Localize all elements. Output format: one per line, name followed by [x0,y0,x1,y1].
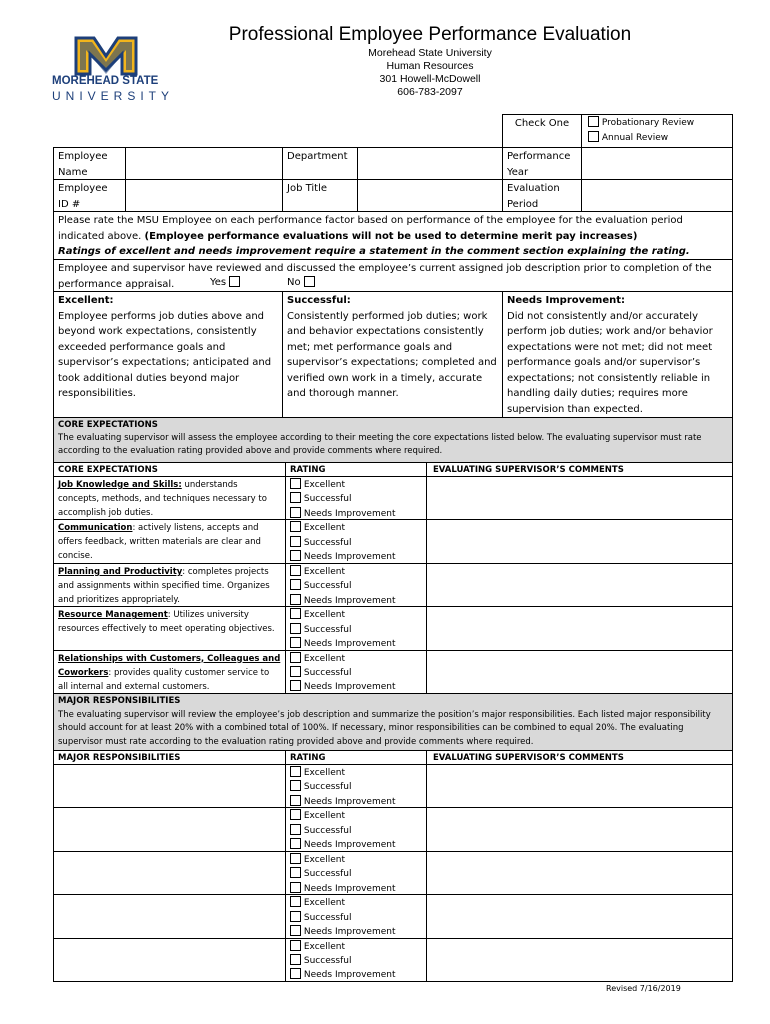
core-rating-option[interactable] [290,550,396,564]
review-yes-option[interactable] [210,276,240,290]
rating-checkbox[interactable] [290,536,301,547]
no-checkbox[interactable] [304,276,315,287]
rating-checkbox[interactable] [290,579,301,590]
excellent-definition [53,291,283,418]
core-section-title: CORE EXPECTATIONS [58,420,158,430]
core-rating-cell [285,519,427,563]
rating-label: Excellent [303,768,345,778]
core-rating-option[interactable] [290,680,396,694]
major-rating-option[interactable] [290,954,351,968]
core-expectation-item [53,650,286,694]
rating-checkbox[interactable] [290,968,301,979]
rating-checkbox[interactable] [290,652,301,663]
rating-checkbox[interactable] [290,666,301,677]
check-one-label: Check One [502,114,582,148]
rating-checkbox[interactable] [290,867,301,878]
major-rating-header: RATING [285,750,427,765]
major-comment-field[interactable] [426,851,733,895]
major-rating-option[interactable] [290,896,345,910]
yes-checkbox[interactable] [229,276,240,287]
core-item-title: Resource Management [58,610,168,621]
instructions-text: Please rate the MSU Employee on each performance factor based on performance of the employee for the evaluation period indicated above. [58,215,683,242]
instructions-block [53,211,733,260]
rating-checkbox[interactable] [290,623,301,634]
major-responsibility-field[interactable] [53,851,286,895]
core-rating-option[interactable] [290,594,396,608]
probationary-review-label: Probationary Review [601,118,695,128]
rating-checkbox[interactable] [290,766,301,777]
major-comment-field[interactable] [426,938,733,982]
core-item-title: Communication [58,523,133,534]
job-title-label: Job Title [282,179,358,212]
rating-checkbox[interactable] [290,521,301,532]
core-rating-option[interactable] [290,507,396,521]
employee-name-field[interactable] [125,147,283,180]
core-item-title: Job Knowledge and Skills: [58,480,182,490]
rating-checkbox[interactable] [290,954,301,965]
core-col-header: CORE EXPECTATIONS [53,462,286,477]
rating-label: Needs Improvement [303,595,396,606]
review-no-option[interactable] [287,276,315,290]
major-rating-option[interactable] [290,780,351,794]
annual-review-checkbox[interactable] [588,131,599,142]
rating-checkbox[interactable] [290,637,301,648]
core-expectation-item [53,476,286,520]
rating-checkbox[interactable] [290,809,301,820]
no-label: No [287,277,301,288]
core-rating-option[interactable] [290,579,351,593]
major-rating-cell [285,851,427,895]
core-rating-header: RATING [285,462,427,477]
rating-label: Excellent [303,941,345,952]
core-rating-option[interactable] [290,521,345,535]
core-rating-cell [285,606,427,650]
core-rating-option[interactable] [290,666,351,680]
major-rating-option[interactable] [290,882,396,896]
rating-label: Successful [303,869,352,880]
rating-label: Excellent [303,653,345,664]
rating-checkbox[interactable] [290,795,301,806]
yes-label: Yes [210,277,227,288]
core-expectation-item [53,563,286,607]
rating-checkbox[interactable] [290,824,301,835]
address-line: Morehead State University [368,47,492,59]
core-comment-field[interactable] [426,563,733,607]
major-section-title: MAJOR RESPONSIBILITIES [58,696,181,706]
review-type-options [581,114,733,148]
address-block [300,47,560,99]
core-section-text: The evaluating supervisor will assess the employee according to their meeting the core expectations listed below. The evaluating supervisor must rate according to the evaluation rating provided above and provide comments where required. [58,433,702,456]
logo-text-university: UNIVERSITY [52,89,175,103]
core-rating-option[interactable] [290,565,345,579]
rating-checkbox[interactable] [290,925,301,936]
core-rating-option[interactable] [290,492,351,506]
rating-label: Excellent [303,898,345,909]
address-line: Human Resources [386,60,474,72]
annual-review-label: Annual Review [601,133,669,143]
rating-label: Excellent [303,523,345,534]
rating-label: Needs Improvement [303,508,396,519]
rating-label: Excellent [303,854,345,865]
rating-checkbox[interactable] [290,838,301,849]
needs-improvement-title: Needs Improvement: [507,295,626,306]
core-rating-option[interactable] [290,637,396,651]
major-comment-field[interactable] [426,894,733,938]
rating-label: Successful [303,912,352,923]
probationary-review-checkbox[interactable] [588,116,599,127]
department-field[interactable] [357,147,503,180]
rating-checkbox[interactable] [290,492,301,503]
logo-text-morehead: MOREHEAD STATE [52,75,159,87]
major-rating-option[interactable] [290,795,396,809]
excellent-title: Excellent: [58,295,114,306]
major-rating-option[interactable] [290,809,345,823]
rating-label: Needs Improvement [303,682,396,693]
core-comment-field[interactable] [426,476,733,520]
instructions-bold: (Employee performance evaluations will not be used to determine merit pay increases) [144,230,638,242]
rating-checkbox[interactable] [290,940,301,951]
rating-checkbox[interactable] [290,594,301,605]
core-item-text: : Utilizes university resources effectively to meet operating objectives. [58,610,275,635]
evaluation-period-label: Evaluation Period [502,179,582,212]
evaluation-period-field[interactable] [581,179,733,212]
rating-label: Successful [303,624,352,635]
core-item-title: Planning and Productivity [58,566,183,577]
rating-label: Excellent [303,480,345,490]
major-rating-option[interactable] [290,824,351,838]
rating-label: Successful [303,667,352,678]
core-item-text: : actively listens, accepts and offers feedback, written materials are clear and concise. [58,523,261,562]
core-item-text: : completes projects and assignments within specified time. Organizes and prioritizes appropriately. [58,566,270,605]
job-title-field[interactable] [357,179,503,212]
logo-m-icon [50,36,162,76]
core-rating-cell [285,563,427,607]
rating-label: Successful [303,825,352,836]
job-description-review [53,259,733,292]
rating-checkbox[interactable] [290,853,301,864]
rating-label: Needs Improvement [303,840,396,851]
major-responsibilities-section [53,693,733,751]
major-comment-field[interactable] [426,764,733,808]
rating-label: Successful [303,955,352,966]
page-title: Professional Employee Performance Evaluation [228,24,632,45]
core-expectation-item [53,606,286,650]
employee-id-field[interactable] [125,179,283,212]
core-rating-cell [285,650,427,694]
rating-checkbox[interactable] [290,608,301,619]
major-section-text: The evaluating supervisor will review the employee’s job description and summarize the position’s major responsibilities. Each listed major responsibility should account for at least 20% with a combined total of 100%. If necessary, minor responsibilities can be combined to equal 20%. The evaluating supervisor must rate according to the evaluation rating provided above and provide comments where required. [58,709,711,747]
major-responsibility-field[interactable] [53,807,286,851]
rating-label: Needs Improvement [303,638,396,649]
rating-checkbox[interactable] [290,550,301,561]
excellent-text: Employee performs job duties above and beyond work expectations, consistently exceeded performance goals and supervisor’s expectations; anticipated and took additional duties beyond major responsibilities. [58,310,272,399]
rating-label: Needs Improvement [303,552,396,563]
core-item-title: Relationships with Customers, Colleagues and Coworkers [58,653,281,678]
annual-review-option[interactable] [588,131,668,145]
major-rating-option[interactable] [290,838,396,852]
rating-label: Successful [303,537,352,548]
core-comment-field[interactable] [426,606,733,650]
rating-checkbox[interactable] [290,478,301,489]
core-comments-header: EVALUATING SUPERVISOR’S COMMENTS [426,462,733,477]
major-comments-header: EVALUATING SUPERVISOR’S COMMENTS [426,750,733,765]
rating-checkbox[interactable] [290,507,301,518]
core-rating-cell [285,476,427,520]
rating-checkbox[interactable] [290,780,301,791]
rating-checkbox[interactable] [290,565,301,576]
rating-label: Needs Improvement [303,926,396,937]
performance-year-label: Performance Year [502,147,582,180]
rating-label: Excellent [303,610,345,621]
major-responsibility-field[interactable] [53,938,286,982]
department-label: Department [282,147,358,180]
core-item-text: understands concepts, methods, and techniques necessary to accomplish job duties. [58,480,267,518]
employee-name-label: Employee Name [53,147,126,180]
core-rating-option[interactable] [290,623,351,637]
rating-checkbox[interactable] [290,911,301,922]
major-responsibility-field[interactable] [53,894,286,938]
major-responsibility-field[interactable] [53,764,286,808]
major-rating-cell [285,807,427,851]
probationary-review-option[interactable] [588,116,694,130]
core-rating-option[interactable] [290,478,345,492]
major-rating-cell [285,894,427,938]
major-rating-cell [285,764,427,808]
performance-year-field[interactable] [581,147,733,180]
needs-improvement-text: Did not consistently and/or accurately perform job duties; work and/or behavior expectations were not met; did not meet performance goals and/or supervisor’s expectations; not consistently reliable in handling daily duties; requires more supervision than expected. [507,310,713,415]
core-comment-field[interactable] [426,519,733,563]
core-rating-option[interactable] [290,652,345,666]
major-comment-field[interactable] [426,807,733,851]
rating-label: Needs Improvement [303,970,396,981]
rating-checkbox[interactable] [290,680,301,691]
core-expectation-item [53,519,286,563]
successful-text: Consistently performed job duties; work and behavior expectations consistently met; met performance goals and supervisor’s expectations; completed and verified own work in a timely, accurate and thorough manner. [287,310,497,399]
needs-improvement-definition [502,291,733,418]
successful-definition [282,291,503,418]
major-rating-option[interactable] [290,968,396,982]
core-rating-option[interactable] [290,536,351,550]
major-rating-cell [285,938,427,982]
core-expectations-section [53,417,733,463]
core-item-text: : provides quality customer service to all internal and external customers. [58,667,270,692]
revised-date: Revised 7/16/2019 [606,984,681,993]
address-line: 301 Howell-McDowell [379,73,481,85]
rating-label: Successful [303,494,352,505]
instructions-italic: Ratings of excellent and needs improvement require a statement in the comment section explaining the rating. [58,246,690,257]
rating-label: Needs Improvement [303,883,396,894]
rating-label: Needs Improvement [303,796,396,807]
core-rating-option[interactable] [290,608,345,622]
employee-id-label: Employee ID # [53,179,126,212]
rating-checkbox[interactable] [290,896,301,907]
rating-label: Successful [303,782,352,793]
major-rating-option[interactable] [290,940,345,954]
major-rating-option[interactable] [290,925,396,939]
rating-label: Excellent [303,566,345,577]
rating-label: Successful [303,581,352,592]
rating-label: Excellent [303,811,345,822]
major-rating-option[interactable] [290,766,345,780]
major-col-header: MAJOR RESPONSIBILITIES [53,750,286,765]
address-line: 606-783-2097 [397,86,463,98]
major-rating-option[interactable] [290,867,351,881]
rating-checkbox[interactable] [290,882,301,893]
successful-title: Successful: [287,295,351,306]
major-rating-option[interactable] [290,911,351,925]
review-statement: Employee and supervisor have reviewed and discussed the employee’s current assigned job description prior to completion of the performance appraisal. [58,263,712,290]
core-comment-field[interactable] [426,650,733,694]
major-rating-option[interactable] [290,853,345,867]
